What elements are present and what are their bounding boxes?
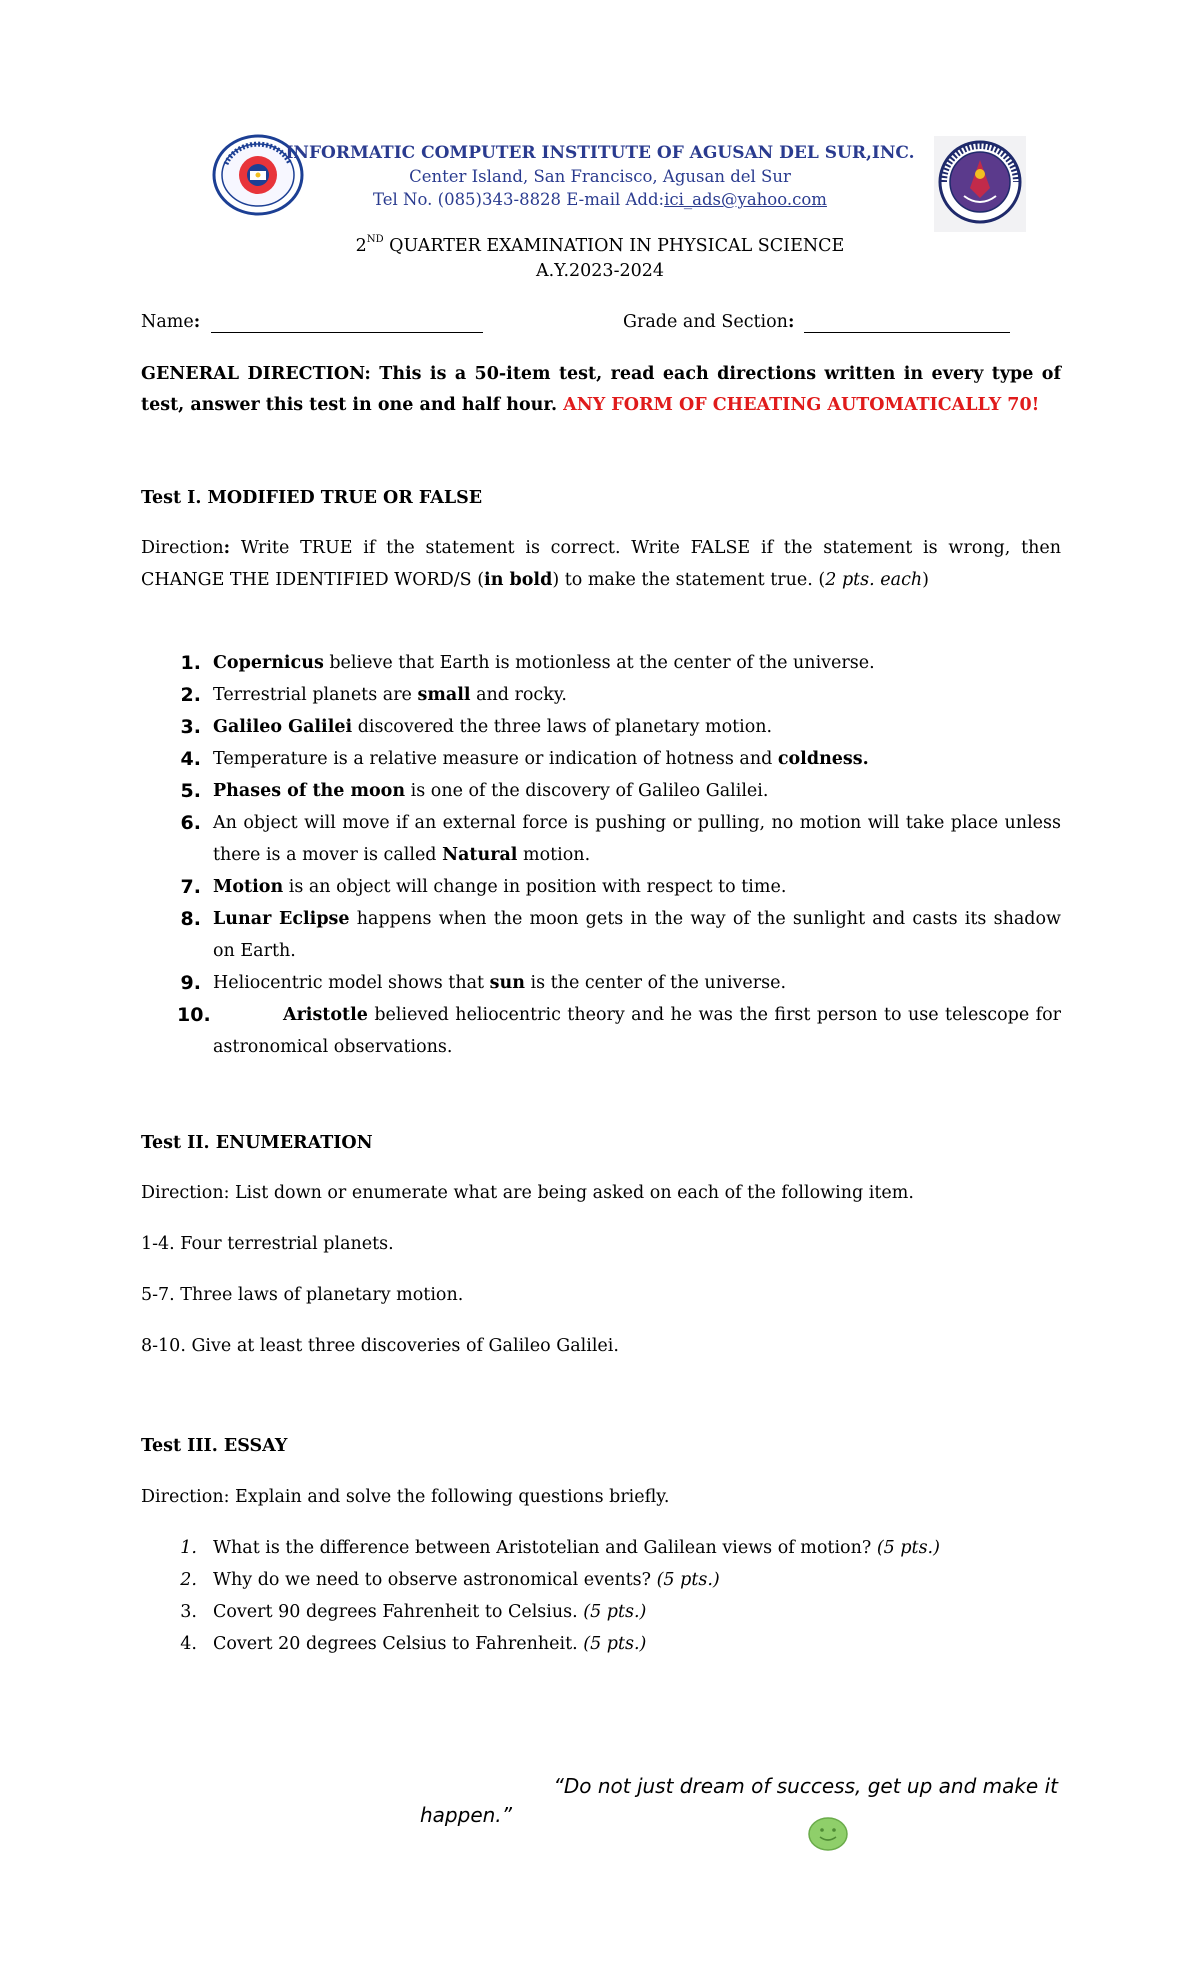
item-number: 10. [177, 1004, 211, 1026]
item-number: 3. [180, 1602, 197, 1622]
test2-title: Test II. ENUMERATION [141, 1133, 373, 1153]
item-bold-word: coldness. [777, 749, 869, 769]
item-number: 7. [180, 876, 201, 898]
item-number: 3. [180, 716, 201, 738]
item-number: 2. [180, 1570, 197, 1590]
direction-close: ) [922, 570, 929, 590]
general-direction-text: GENERAL DIRECTION: This is a 50-item test, read each directions written in every type of test, answer this test in one and half hour. [141, 364, 1061, 415]
item-number: 6. [180, 812, 201, 834]
item-number: 1. [180, 652, 201, 674]
item-number: 9. [180, 972, 201, 994]
direction-bold: in bold [484, 570, 553, 590]
direction-label: Direction [141, 1487, 224, 1507]
grade-label: Grade and Section [623, 312, 788, 332]
direction-label: Direction [141, 538, 224, 558]
item-number: 5. [180, 780, 201, 802]
quote-line-2: happen.” [420, 1803, 513, 1827]
name-field: Name: [141, 312, 201, 332]
item-points: (5 pts.) [876, 1538, 940, 1558]
item-number: 4. [180, 1634, 197, 1654]
item-text: Aristotle believed heliocentric theory and he was the first person to use telescope for astronomical observations. [213, 1005, 1061, 1057]
item-text: Covert 90 degrees Fahrenheit to Celsius. (5 pts.) [213, 1602, 647, 1622]
smiley-face-icon [808, 1817, 848, 1851]
grade-section-input-line[interactable] [804, 332, 1010, 333]
direction-text: : Explain and solve the following questions briefly. [223, 1487, 670, 1507]
item-text: Galileo Galilei discovered the three laws of planetary motion. [213, 717, 773, 737]
item-number: 2. [180, 684, 201, 706]
item-text: Copernicus believe that Earth is motionless at the center of the universe. [213, 653, 875, 673]
name-input-line[interactable] [211, 332, 483, 333]
item-points: (5 pts.) [583, 1602, 647, 1622]
direction-points: 2 pts. each [825, 570, 923, 590]
cheating-warning: ANY FORM OF CHEATING AUTOMATICALLY 70! [563, 395, 1040, 415]
test3-title: Test III. ESSAY [141, 1436, 288, 1456]
item-text: Motion is an object will change in position with respect to time. [213, 877, 787, 897]
direction-label: Direction [141, 1183, 224, 1203]
direction-text-2: ) to make the statement true. ( [552, 570, 826, 590]
enumeration-item: 1-4. Four terrestrial planets. [141, 1234, 394, 1254]
direction-text: : List down or enumerate what are being asked on each of the following item. [223, 1183, 914, 1203]
grade-section-field: Grade and Section: [623, 312, 795, 332]
item-text: Phases of the moon is one of the discovery of Galileo Galilei. [213, 781, 769, 801]
contact-text: Tel No. (085)343-8828 E-mail Add: [373, 190, 665, 209]
item-bold-word: small [417, 685, 471, 705]
enumeration-item: 5-7. Three laws of planetary motion. [141, 1285, 464, 1305]
item-bold-word: Copernicus [213, 653, 324, 673]
test1-direction: Direction: Write TRUE if the statement is correct. Write FALSE if the statement is wrong, then CHANGE THE IDENTIFIED WORD/S (in bold) to make the statement true. (2 pts. each) [141, 538, 1061, 590]
item-bold-word: Natural [442, 845, 518, 865]
item-points: (5 pts.) [583, 1634, 647, 1654]
school-address: Center Island, San Francisco, Agusan del Sur [409, 167, 791, 186]
name-label: Name [141, 312, 194, 332]
enumeration-item: 8-10. Give at least three discoveries of Galileo Galilei. [141, 1336, 619, 1356]
item-text: Why do we need to observe astronomical events? (5 pts.) [213, 1570, 720, 1590]
item-text: Heliocentric model shows that sun is the center of the universe. [213, 973, 787, 993]
exam-title [200, 236, 1000, 256]
item-text: What is the difference between Aristotelian and Galilean views of motion? (5 pts.) [213, 1538, 940, 1558]
test1-title: Test I. MODIFIED TRUE OR FALSE [141, 488, 483, 508]
direction-text: Write TRUE if the statement is correct. Write FALSE if the statement is wrong, then CHANGE THE IDENTIFIED WORD/S ( [141, 538, 1061, 590]
test3-direction [141, 1487, 669, 1507]
exam-title-sup: ND [366, 234, 384, 246]
item-bold-word: Phases of the moon [213, 781, 406, 801]
item-text: Lunar Eclipse happens when the moon gets in the way of the sunlight and casts its shadow on Earth. [213, 909, 1061, 961]
academic-year: A.Y.2023-2024 [535, 261, 665, 281]
exam-title-rest: QUARTER EXAMINATION IN PHYSICAL SCIENCE [383, 236, 845, 256]
quote-line-1: “Do not just dream of success, get up and make it [553, 1774, 1058, 1798]
item-bold-word: Lunar Eclipse [213, 909, 350, 929]
test2-direction [141, 1183, 914, 1203]
school-contact [200, 190, 1000, 209]
item-number: 8. [180, 908, 201, 930]
deped-seal-icon [934, 136, 1026, 232]
item-bold-word: Motion [213, 877, 284, 897]
item-bold-word: Aristotle [283, 1005, 368, 1025]
item-bold-word: sun [489, 973, 525, 993]
item-text: An object will move if an external force is pushing or pulling, no motion will take place unless there is a mover is called Natural motion. [213, 813, 1061, 865]
item-number: 4. [180, 748, 201, 770]
item-points: (5 pts.) [656, 1570, 720, 1590]
item-text: Temperature is a relative measure or indication of hotness and coldness. [213, 749, 869, 769]
school-name: INFORMATIC COMPUTER INSTITUTE OF AGUSAN DEL SUR,INC. [285, 143, 915, 163]
item-text: Covert 20 degrees Celsius to Fahrenheit. (5 pts.) [213, 1634, 647, 1654]
item-number: 1. [180, 1538, 197, 1558]
email-link[interactable]: ici_ads@yahoo.com [664, 190, 827, 209]
general-direction [141, 359, 1061, 421]
item-bold-word: Galileo Galilei [213, 717, 353, 737]
exam-title-num: 2 [355, 236, 367, 256]
motivational-quote [420, 1772, 1058, 1830]
item-text: Terrestrial planets are small and rocky. [213, 685, 567, 705]
